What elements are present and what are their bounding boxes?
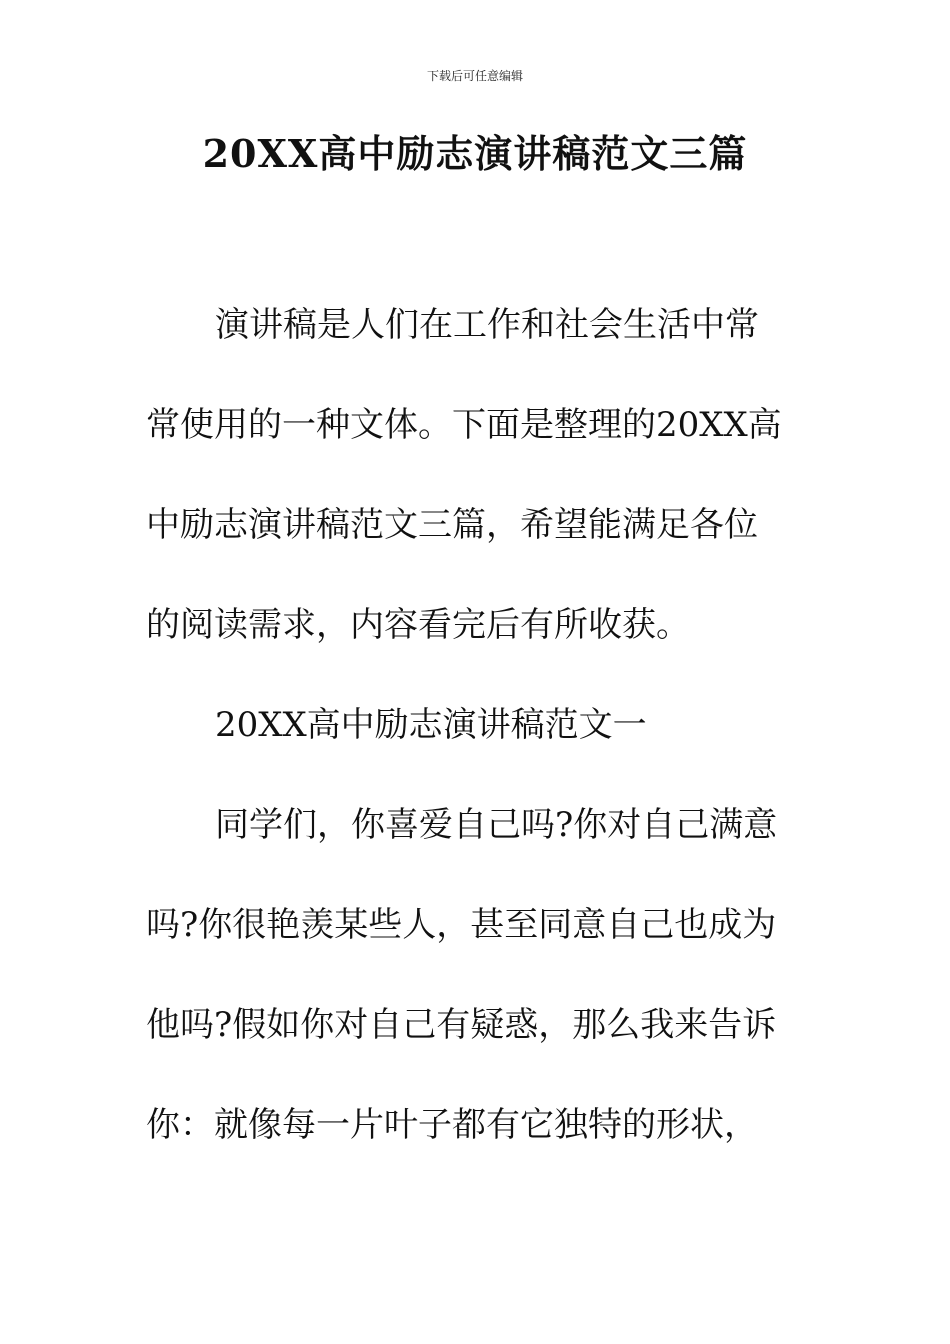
section-heading: 20XX高中励志演讲稿范文一 [215, 705, 647, 745]
document-title: 20XX高中励志演讲稿范文三篇 [202, 131, 748, 176]
body-line-1: 演讲稿是人们在工作和社会生活中常 [215, 305, 759, 345]
body-line-4: 的阅读需求，内容看完后有所收获。 [146, 605, 690, 645]
body-line-3: 中励志演讲稿范文三篇，希望能满足各位 [146, 505, 758, 545]
body-line-6: 吗?你很艳羡某些人，甚至同意自己也成为 [146, 905, 777, 945]
body-line-5: 同学们，你喜爱自己吗?你对自己满意 [215, 805, 778, 845]
body-line-7: 他吗?假如你对自己有疑惑，那么我来告诉 [146, 1005, 777, 1045]
header-note: 下载后可任意编辑 [426, 69, 523, 83]
body-line-2: 常使用的一种文体。下面是整理的20XX高 [146, 405, 782, 445]
body-line-8: 你：就像每一片叶子都有它独特的形状， [146, 1105, 758, 1145]
